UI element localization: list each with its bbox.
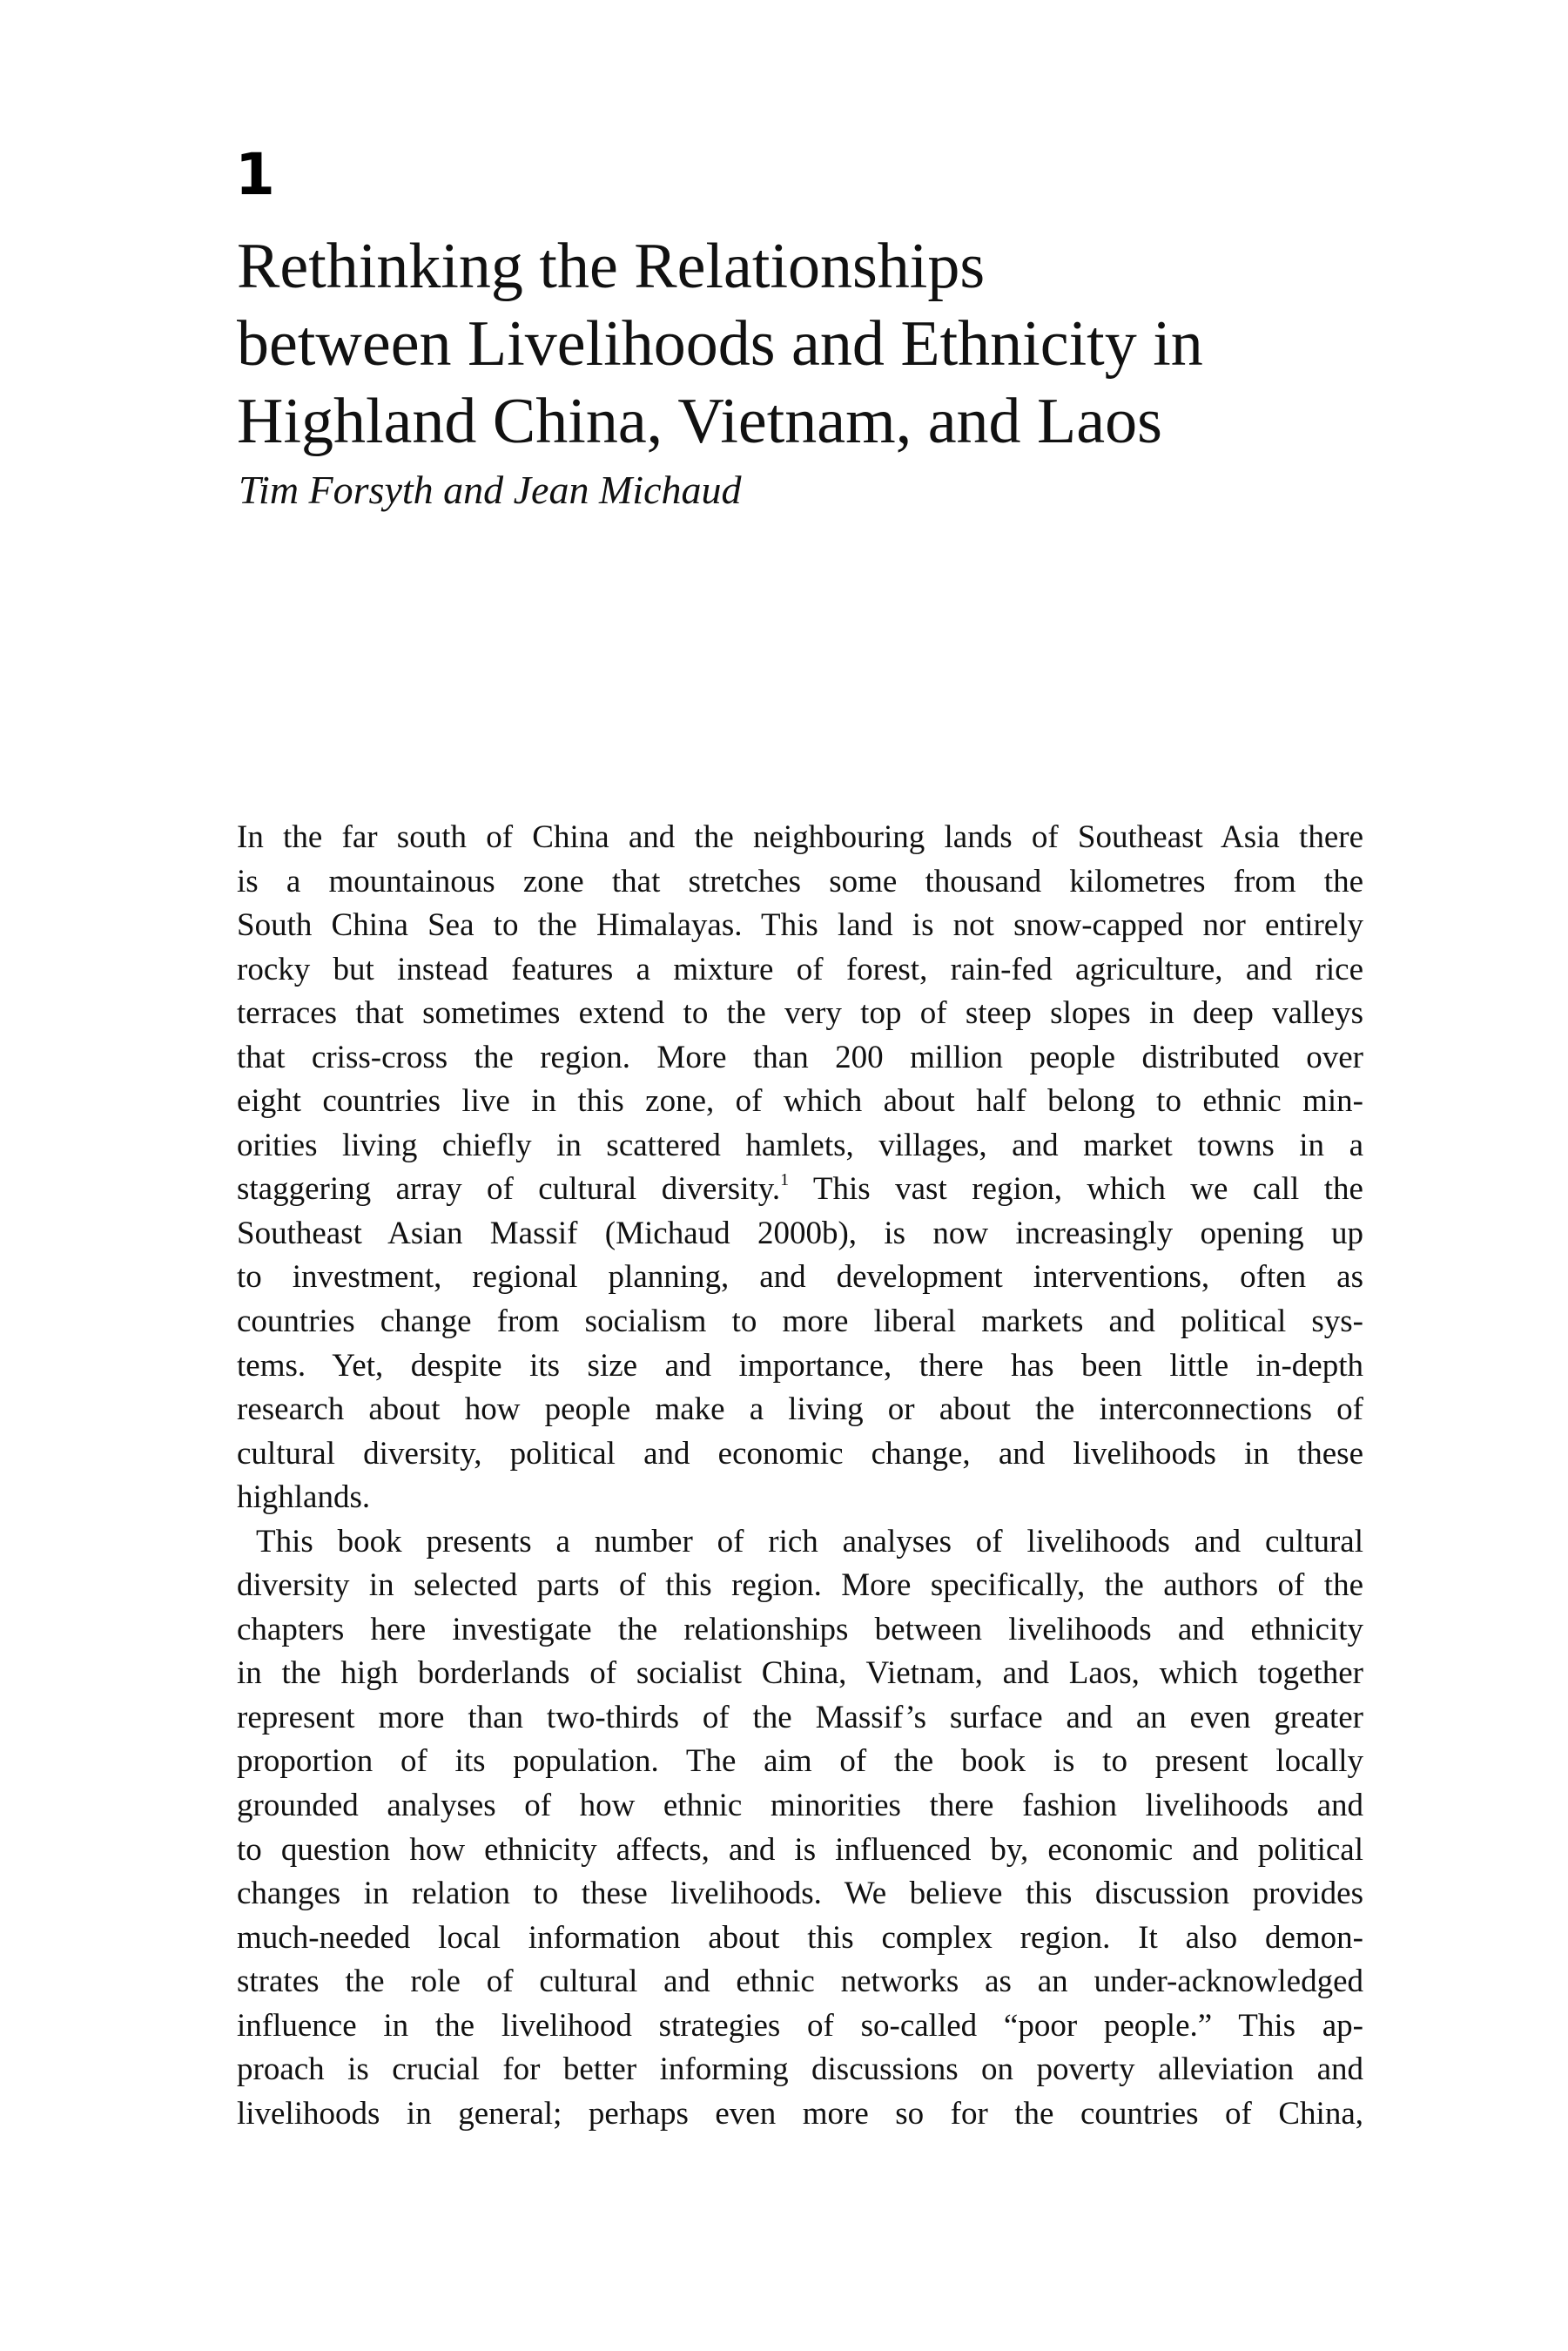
text-line: eight countries live in this zone, of which about half belong to ethnic min-: [237, 1083, 1363, 1120]
text-line: terraces that sometimes extend to the very top of steep slopes in deep valleys: [237, 995, 1363, 1032]
text-line: in the high borderlands of socialist China, Vietnam, and Laos, which together: [237, 1655, 1363, 1692]
text-line: to question how ethnicity affects, and is influenced by, economic and political: [237, 1831, 1363, 1868]
text-line: In the far south of China and the neighbouring lands of Southeast Asia there: [237, 819, 1363, 855]
text-line: diversity in selected parts of this region. More specifically, the authors of the: [237, 1567, 1363, 1604]
chapter-title-line: Rethinking the Relationships: [237, 231, 986, 302]
text-fragment: This vast region, which we call the: [789, 1171, 1363, 1208]
text-line: strates the role of cultural and ethnic networks as an under-acknowledged: [237, 1964, 1363, 2000]
text-line: influence in the livelihood strategies of so-called “poor people.” This ap-: [237, 2007, 1363, 2044]
text-line: much-needed local information about this complex region. It also demon-: [237, 1919, 1363, 1956]
chapter-authors: Tim Forsyth and Jean Michaud: [239, 468, 742, 512]
body-text: [237, 816, 1363, 2136]
text-line-with-footnote: [237, 1168, 1363, 1212]
text-line: that criss-cross the region. More than 200 million people distributed over: [237, 1039, 1363, 1075]
text-line: rocky but instead features a mixture of forest, rain-fed agriculture, and rice: [237, 951, 1363, 987]
text-line: tems. Yet, despite its size and importance, there has been little in-depth: [237, 1347, 1363, 1384]
text-line: research about how people make a living or about the interconnections of: [237, 1391, 1363, 1428]
text-line: countries change from socialism to more liberal markets and political sys-: [237, 1303, 1363, 1340]
chapter-title-line: between Livelihoods and Ethnicity in: [237, 308, 1203, 380]
text-line: This book presents a number of rich analyses of livelihoods and cultural: [256, 1523, 1363, 1559]
text-line: proach is crucial for better informing discussions on poverty alleviation and: [237, 2051, 1363, 2088]
text-line: represent more than two-thirds of the Massif’s surface and an even greater: [237, 1699, 1363, 1735]
footnote-reference[interactable]: 1: [780, 1170, 790, 1190]
chapter-title-line: Highland China, Vietnam, and Laos: [237, 386, 1162, 457]
chapter-title: [237, 228, 1456, 461]
chapter-number: 1: [235, 141, 275, 208]
text-line: grounded analyses of how ethnic minorities there fashion livelihoods and: [237, 1788, 1363, 1824]
text-line: livelihoods in general; perhaps even more so for the countries of China,: [237, 2095, 1363, 2132]
text-line: is a mountainous zone that stretches some thousand kilometres from the: [237, 863, 1363, 899]
text-line: changes in relation to these livelihoods. We believe this discussion provides: [237, 1876, 1363, 1912]
text-line: proportion of its population. The aim of the book is to present locally: [237, 1743, 1363, 1780]
text-line: orities living chiefly in scattered hamlets, villages, and market towns in a: [237, 1127, 1363, 1163]
paragraph-2: [237, 1520, 1363, 2137]
text-line: to investment, regional planning, and development interventions, often as: [237, 1259, 1363, 1296]
text-line: South China Sea to the Himalayas. This land is not snow-capped nor entirely: [237, 907, 1363, 944]
text-line: chapters here investigate the relationships between livelihoods and ethnicity: [237, 1611, 1363, 1647]
text-line: Southeast Asian Massif (Michaud 2000b), is now increasingly opening up: [237, 1215, 1363, 1251]
text-fragment: staggering array of cultural diversity.: [237, 1171, 781, 1208]
text-line: highlands.: [237, 1479, 371, 1516]
text-line: cultural diversity, political and economic change, and livelihoods in these: [237, 1435, 1363, 1472]
paragraph-1: [237, 816, 1363, 1520]
